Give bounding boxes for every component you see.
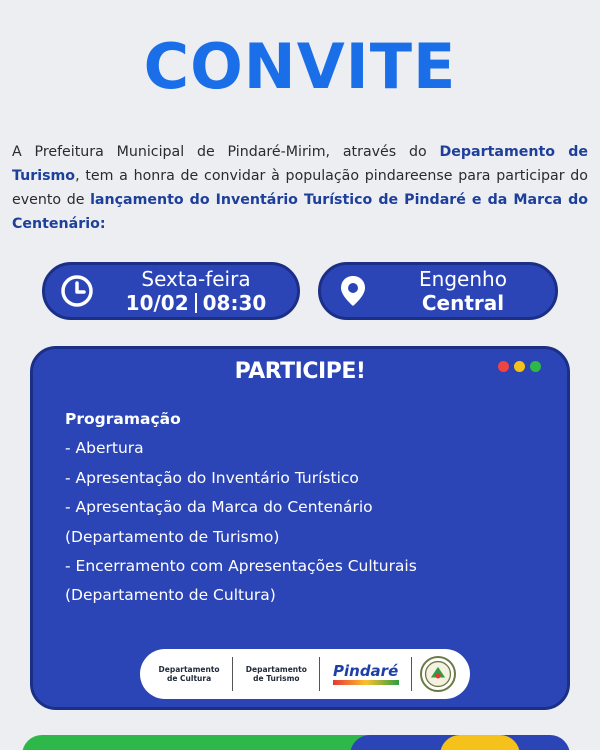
green-dot-icon	[530, 361, 541, 372]
partner-logos-bar	[140, 649, 470, 699]
program-panel	[30, 346, 570, 710]
window-dots	[498, 361, 541, 372]
logo-cultura: Departamento de Cultura	[158, 665, 220, 683]
program-heading: Programação	[65, 410, 181, 428]
intro-text-1: A Prefeitura Municipal de Pindaré-Mirim, através do	[12, 144, 440, 160]
logo-divider	[411, 657, 412, 691]
program-list	[65, 405, 555, 611]
pindare-logo-stripe	[333, 680, 399, 685]
municipal-seal-icon	[420, 656, 456, 692]
program-item: - Apresentação da Marca do Centenário	[65, 498, 373, 517]
event-date: 10/02	[125, 291, 189, 315]
intro-bold-1: Departamento de Turismo	[12, 144, 588, 184]
location-line-1: Engenho	[419, 267, 507, 291]
intro-paragraph	[12, 140, 588, 236]
logo-turismo: Departamento de Turismo	[245, 665, 307, 683]
logo-divider	[232, 657, 233, 691]
event-day: Sexta-feira	[141, 267, 251, 291]
program-item: (Departamento de Cultura)	[65, 586, 276, 605]
logo-divider	[319, 657, 320, 691]
program-item: - Encerramento com Apresentações Culturais	[65, 557, 417, 576]
date-time-divider	[195, 293, 197, 313]
event-time: 08:30	[202, 291, 267, 315]
pindare-logo-word: Pindaré	[333, 662, 399, 680]
program-item: - Apresentação do Inventário Turístico	[65, 468, 359, 487]
panel-title: PARTICIPE!	[234, 359, 366, 384]
intro-text-2: , tem a honra de convidar à população pindareense para participar do evento de	[12, 168, 588, 208]
date-time-pill	[42, 262, 300, 320]
clock-icon	[59, 273, 95, 309]
location-line-2: Central	[421, 291, 505, 315]
invitation-title: CONVITE	[143, 30, 457, 103]
location-pin-icon	[335, 273, 371, 309]
red-dot-icon	[498, 361, 509, 372]
program-item: (Departamento de Turismo)	[65, 527, 280, 546]
yellow-dot-icon	[514, 361, 525, 372]
bottom-yellow-band	[440, 735, 520, 750]
location-pill	[318, 262, 558, 320]
pindare-logo	[329, 663, 403, 685]
program-item: - Abertura	[65, 439, 144, 458]
intro-bold-2: lançamento do Inventário Turístico de Pindaré e da Marca do Centenário:	[12, 192, 588, 232]
